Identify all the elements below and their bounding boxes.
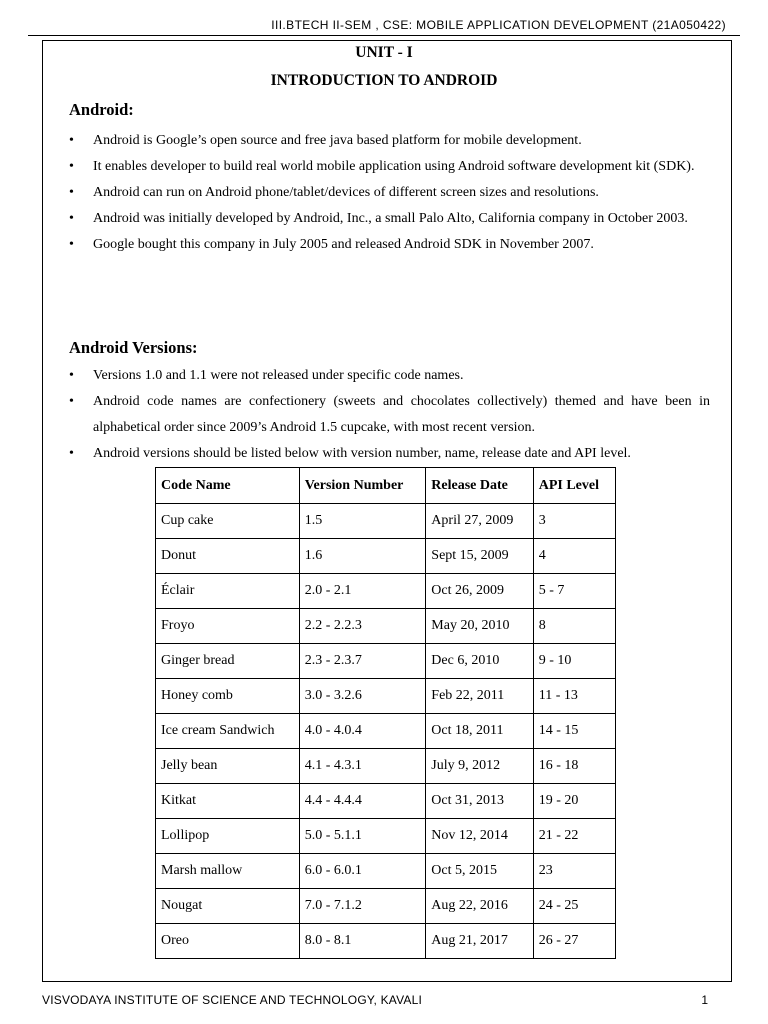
column-header: Version Number	[299, 468, 426, 504]
section-heading-android: Android:	[69, 100, 134, 119]
bullet-item: • Android can run on Android phone/tablet/devices of different screen sizes and resolutions.	[69, 180, 710, 206]
table-row	[156, 539, 616, 574]
table-cell: Oct 26, 2009	[426, 574, 533, 609]
table-row	[156, 889, 616, 924]
table-cell: 6.0 - 6.0.1	[299, 854, 426, 889]
table-cell: Éclair	[156, 574, 300, 609]
table-header-row	[156, 468, 616, 504]
column-header: Code Name	[156, 468, 300, 504]
table-cell: 2.3 - 2.3.7	[299, 644, 426, 679]
table-cell: 23	[533, 854, 615, 889]
table-cell: 19 - 20	[533, 784, 615, 819]
table-cell: Aug 21, 2017	[426, 924, 533, 959]
table-cell: 11 - 13	[533, 679, 615, 714]
table-row	[156, 574, 616, 609]
page-number: 1	[701, 993, 708, 1007]
footer-institution: VISVODAYA INSTITUTE OF SCIENCE AND TECHNOLOGY, KAVALI	[42, 993, 423, 1007]
table-cell: 5 - 7	[533, 574, 615, 609]
table-cell: 2.2 - 2.2.3	[299, 609, 426, 644]
table-cell: 1.6	[299, 539, 426, 574]
bullet-item: • Versions 1.0 and 1.1 were not released under specific code names.	[69, 363, 710, 389]
table-cell: 3.0 - 3.2.6	[299, 679, 426, 714]
table-cell: 1.5	[299, 504, 426, 539]
table-cell: Lollipop	[156, 819, 300, 854]
table-cell: Jelly bean	[156, 749, 300, 784]
table-cell: Oct 31, 2013	[426, 784, 533, 819]
versions-bullet-list	[69, 363, 710, 467]
table-cell: Ginger bread	[156, 644, 300, 679]
bullet-item: • Android code names are confectionery (sweets and chocolates collectively) themed and have been in alphabetical order since 2009’s Android 1.5 cupcake, with most recent version.	[69, 389, 710, 441]
table-cell: 4.1 - 4.3.1	[299, 749, 426, 784]
table-cell: 2.0 - 2.1	[299, 574, 426, 609]
android-bullet-list	[69, 128, 710, 258]
table-cell: Oct 5, 2015	[426, 854, 533, 889]
table-row	[156, 854, 616, 889]
table-cell: Marsh mallow	[156, 854, 300, 889]
table-cell: Oreo	[156, 924, 300, 959]
table-cell: Froyo	[156, 609, 300, 644]
table-cell: 24 - 25	[533, 889, 615, 924]
bullet-item: • Android is Google’s open source and free java based platform for mobile development.	[69, 128, 710, 154]
table-cell: 8.0 - 8.1	[299, 924, 426, 959]
table-row	[156, 609, 616, 644]
table-row	[156, 504, 616, 539]
header-rule	[28, 35, 740, 36]
table-cell: Honey comb	[156, 679, 300, 714]
table-cell: May 20, 2010	[426, 609, 533, 644]
table-cell: Oct 18, 2011	[426, 714, 533, 749]
column-header: API Level	[533, 468, 615, 504]
section-heading-versions: Android Versions:	[69, 338, 198, 357]
bullet-item: • It enables developer to build real world mobile application using Android software development kit (SDK).	[69, 154, 710, 180]
table-cell: 4.0 - 4.0.4	[299, 714, 426, 749]
table-cell: Dec 6, 2010	[426, 644, 533, 679]
table-cell: 4	[533, 539, 615, 574]
table-cell: July 9, 2012	[426, 749, 533, 784]
bullet-item: • Google bought this company in July 2005 and released Android SDK in November 2007.	[69, 232, 710, 258]
table-cell: 8	[533, 609, 615, 644]
table-cell: 16 - 18	[533, 749, 615, 784]
table-cell: Feb 22, 2011	[426, 679, 533, 714]
bullet-item: • Android was initially developed by Android, Inc., a small Palo Alto, California company in October 2003.	[69, 206, 710, 232]
table-cell: 21 - 22	[533, 819, 615, 854]
table-cell: 9 - 10	[533, 644, 615, 679]
table-cell: Donut	[156, 539, 300, 574]
column-header: Release Date	[426, 468, 533, 504]
table-row	[156, 924, 616, 959]
table-cell: 7.0 - 7.1.2	[299, 889, 426, 924]
table-cell: 3	[533, 504, 615, 539]
table-cell: Aug 22, 2016	[426, 889, 533, 924]
table-cell: 26 - 27	[533, 924, 615, 959]
table-cell: 14 - 15	[533, 714, 615, 749]
table-row	[156, 749, 616, 784]
table-cell: Ice cream Sandwich	[156, 714, 300, 749]
table-row	[156, 644, 616, 679]
running-header: III.BTECH II-SEM , CSE: MOBILE APPLICATION DEVELOPMENT (21A050422)	[271, 18, 726, 32]
table-cell: Nougat	[156, 889, 300, 924]
table-cell: Kitkat	[156, 784, 300, 819]
chapter-title: INTRODUCTION TO ANDROID	[270, 72, 498, 89]
table-cell: 4.4 - 4.4.4	[299, 784, 426, 819]
table-cell: 5.0 - 5.1.1	[299, 819, 426, 854]
table-row	[156, 819, 616, 854]
table-cell: Sept 15, 2009	[426, 539, 533, 574]
table-row	[156, 679, 616, 714]
table-row	[156, 714, 616, 749]
android-versions-table	[155, 467, 616, 959]
table-row	[156, 784, 616, 819]
table-cell: April 27, 2009	[426, 504, 533, 539]
table-cell: Cup cake	[156, 504, 300, 539]
unit-title: UNIT - I	[355, 44, 413, 61]
bullet-item: • Android versions should be listed below with version number, name, release date and API level.	[69, 441, 710, 467]
table-cell: Nov 12, 2014	[426, 819, 533, 854]
